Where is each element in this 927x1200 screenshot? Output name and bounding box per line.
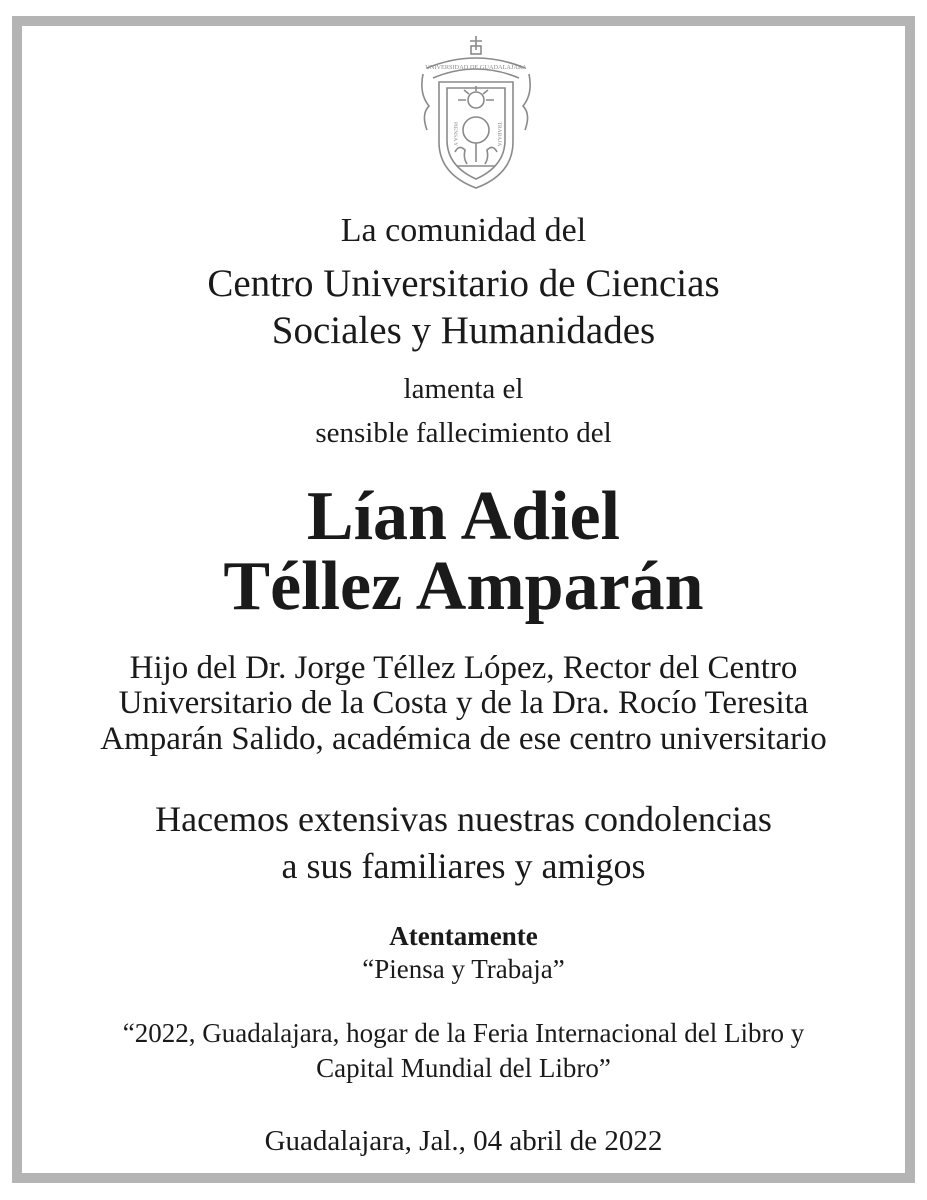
university-seal-logo	[417, 34, 535, 192]
condolences-line-1: Hacemos extensivas nuestras condolencias	[155, 799, 772, 839]
condolences-line-2: a sus familiares y amigos	[281, 846, 646, 886]
year-slogan-line-1: “2022, Guadalajara, hogar de la Feria Internacional del Libro y	[122, 1018, 805, 1048]
parents-line-3: Amparán Salido, académica de ese centro universitario	[100, 721, 827, 757]
university-motto: “Piensa y Trabaja”	[362, 954, 565, 984]
passing-line: sensible fallecimiento del	[315, 417, 612, 449]
svg-text:PIENSA Y: PIENSA Y	[452, 121, 458, 147]
obituary-notice	[12, 16, 915, 1183]
community-line: La comunidad del	[340, 212, 587, 249]
svg-text:TRABAJA: TRABAJA	[496, 121, 502, 147]
deceased-name-line-2: Téllez Amparán	[223, 548, 704, 625]
parents-line-2: Universitario de la Costa y de la Dra. Rocío Teresita	[118, 685, 809, 721]
deceased-name-line-1: Lían Adiel	[306, 478, 621, 555]
center-name-line-1: Centro Universitario de Ciencias	[207, 262, 720, 305]
laments-line: lamenta el	[403, 373, 524, 405]
svg-text:UNIVERSIDAD DE GUADALAJARA: UNIVERSIDAD DE GUADALAJARA	[425, 64, 527, 71]
year-slogan-line-2: Capital Mundial del Libro”	[316, 1053, 611, 1083]
parents-line-1: Hijo del Dr. Jorge Téllez López, Rector del Centro	[129, 650, 798, 686]
place-and-date: Guadalajara, Jal., 04 abril de 2022	[264, 1125, 663, 1157]
signoff-heading: Atentamente	[389, 921, 538, 951]
center-name-line-2: Sociales y Humanidades	[271, 309, 656, 352]
